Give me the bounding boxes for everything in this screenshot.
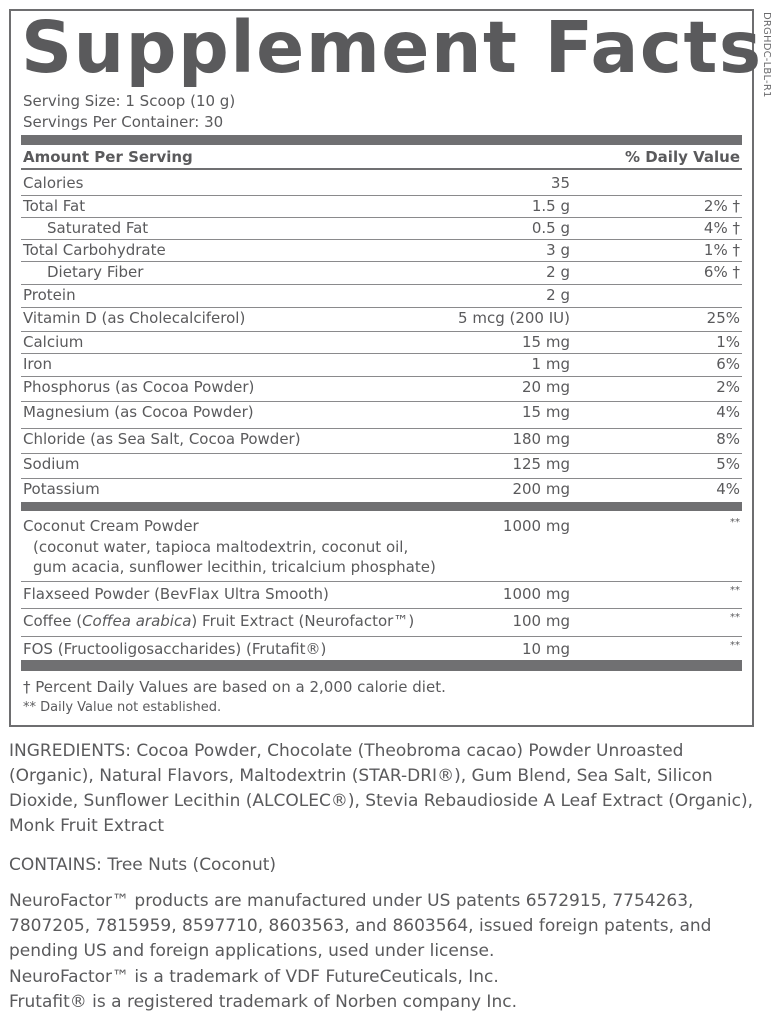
ingredients-text: INGREDIENTS: Cocoa Powder, Chocolate (Theobroma cacao) Powder Unroasted (Organic), Natural Flavors, Maltodextrin (STAR-DRI®), Gum Blend, Sea Salt, Silicon Dioxide, Sunflower Lecithin (ALCOLEC®), Stevia Rebaudioside A Leaf Extract (Organic), Monk Fruit Extract <box>9 741 753 836</box>
nutrient-label: Calcium <box>23 333 84 351</box>
nutrient-daily-value: 1% <box>716 333 740 351</box>
row-divider <box>21 608 742 609</box>
nutrient-label: Potassium <box>23 480 100 498</box>
blend-sub-ingredients: gum acacia, sunflower lecithin, tricalcium phosphate) <box>33 558 436 576</box>
row-divider <box>21 428 742 429</box>
nutrient-amount: 3 g <box>546 241 570 259</box>
blend-daily-value: ** <box>730 517 740 528</box>
blend-label: Coffee (Coffea arabica) Fruit Extract (Neurofactor™) <box>23 612 415 630</box>
nutrient-daily-value: 4% <box>716 480 740 498</box>
nutrient-daily-value: 25% <box>706 309 740 327</box>
label-code: DRGHDC-LBL-R1 <box>761 12 772 98</box>
nutrient-label: Saturated Fat <box>47 219 149 237</box>
nutrient-amount: 2 g <box>546 263 570 281</box>
nutrient-daily-value: 2% † <box>703 197 740 215</box>
row-divider <box>21 261 742 262</box>
nutrient-label: Sodium <box>23 455 80 473</box>
nutrient-label: Dietary Fiber <box>47 263 144 281</box>
nutrient-daily-value: 4% <box>716 403 740 421</box>
blend-label: Flaxseed Powder (BevFlax Ultra Smooth) <box>23 585 329 603</box>
blend-daily-value: ** <box>730 640 740 651</box>
nutrient-label: Magnesium (as Cocoa Powder) <box>23 403 254 421</box>
servings-per-container: Servings Per Container: 30 <box>23 113 224 131</box>
serving-size: Serving Size: 1 Scoop (10 g) <box>23 92 236 110</box>
nutrient-daily-value: 8% <box>716 430 740 448</box>
row-divider <box>21 195 742 196</box>
nutrient-amount: 180 mg <box>512 430 570 448</box>
blend-label: Coconut Cream Powder <box>23 517 199 535</box>
blend-amount: 10 mg <box>522 640 570 658</box>
row-divider <box>21 353 742 354</box>
row-divider <box>21 239 742 240</box>
botanical-name: Coffea arabica <box>82 612 192 630</box>
nutrient-label: Total Fat <box>23 197 86 215</box>
row-divider <box>21 217 742 218</box>
thick-divider <box>21 502 742 511</box>
row-divider <box>21 401 742 402</box>
nutrient-amount: 15 mg <box>522 333 570 351</box>
row-divider <box>21 636 742 637</box>
nutrient-daily-value: 6% <box>716 355 740 373</box>
patents-text: NeuroFactor™ products are manufactured under US patents 6572915, 7754263, 7807205, 7815959, 8597710, 8603563, and 8603564, issued foreign patents, and pending US and foreign applications, used under license. <box>9 891 712 961</box>
row-divider <box>21 331 742 332</box>
contains-text: CONTAINS: Tree Nuts (Coconut) <box>9 855 277 875</box>
nutrient-amount: 35 <box>550 174 570 192</box>
nutrient-daily-value: 5% <box>716 455 740 473</box>
thick-divider <box>21 660 742 671</box>
blend-daily-value: ** <box>730 585 740 596</box>
nutrient-amount: 20 mg <box>522 378 570 396</box>
amount-per-serving-heading: Amount Per Serving <box>23 148 193 166</box>
table-header <box>23 148 740 166</box>
nutrient-label: Total Carbohydrate <box>23 241 166 259</box>
row-divider <box>21 284 742 285</box>
blend-amount: 1000 mg <box>502 585 570 603</box>
blend-amount: 100 mg <box>512 612 570 630</box>
blend-sub-ingredients: (coconut water, tapioca maltodextrin, coconut oil, <box>33 538 409 556</box>
nutrient-label: Iron <box>23 355 52 373</box>
nutrient-daily-value: 2% <box>716 378 740 396</box>
nutrient-label: Calories <box>23 174 84 192</box>
dagger-footnote: † Percent Daily Values are based on a 2,000 calorie diet. <box>23 678 446 696</box>
trademark-frutafit: Frutafit® is a registered trademark of Norben company Inc. <box>9 992 517 1012</box>
nutrient-amount: 200 mg <box>512 480 570 498</box>
blend-label: FOS (Fructooligosaccharides) (Frutafit®) <box>23 640 327 658</box>
nutrient-amount: 5 mcg (200 IU) <box>458 309 570 327</box>
daily-value-heading: % Daily Value <box>624 148 740 166</box>
row-divider <box>21 581 742 582</box>
nutrient-label: Vitamin D (as Cholecalciferol) <box>23 309 246 327</box>
nutrient-label: Phosphorus (as Cocoa Powder) <box>23 378 255 396</box>
nutrient-amount: 125 mg <box>512 455 570 473</box>
trademark-neurofactor: NeuroFactor™ is a trademark of VDF FutureCeuticals, Inc. <box>9 967 499 987</box>
nutrient-label: Protein <box>23 286 76 304</box>
nutrient-daily-value: 1% † <box>703 241 740 259</box>
nutrient-amount: 2 g <box>546 286 570 304</box>
nutrient-amount: 0.5 g <box>531 219 570 237</box>
nutrient-amount: 1 mg <box>531 355 570 373</box>
nutrient-amount: 1.5 g <box>531 197 570 215</box>
not-established-footnote: ** Daily Value not established. <box>23 700 222 715</box>
blend-amount: 1000 mg <box>502 517 570 535</box>
thick-divider <box>21 135 742 145</box>
row-divider <box>21 453 742 454</box>
panel-title: Supplement Facts <box>21 6 763 89</box>
header-divider <box>21 168 742 170</box>
nutrient-daily-value: 4% † <box>703 219 740 237</box>
row-divider <box>21 307 742 308</box>
row-divider <box>21 376 742 377</box>
nutrient-amount: 15 mg <box>522 403 570 421</box>
row-divider <box>21 478 742 479</box>
blend-daily-value: ** <box>730 612 740 623</box>
nutrient-label: Chloride (as Sea Salt, Cocoa Powder) <box>23 430 301 448</box>
nutrient-daily-value: 6% † <box>703 263 740 281</box>
